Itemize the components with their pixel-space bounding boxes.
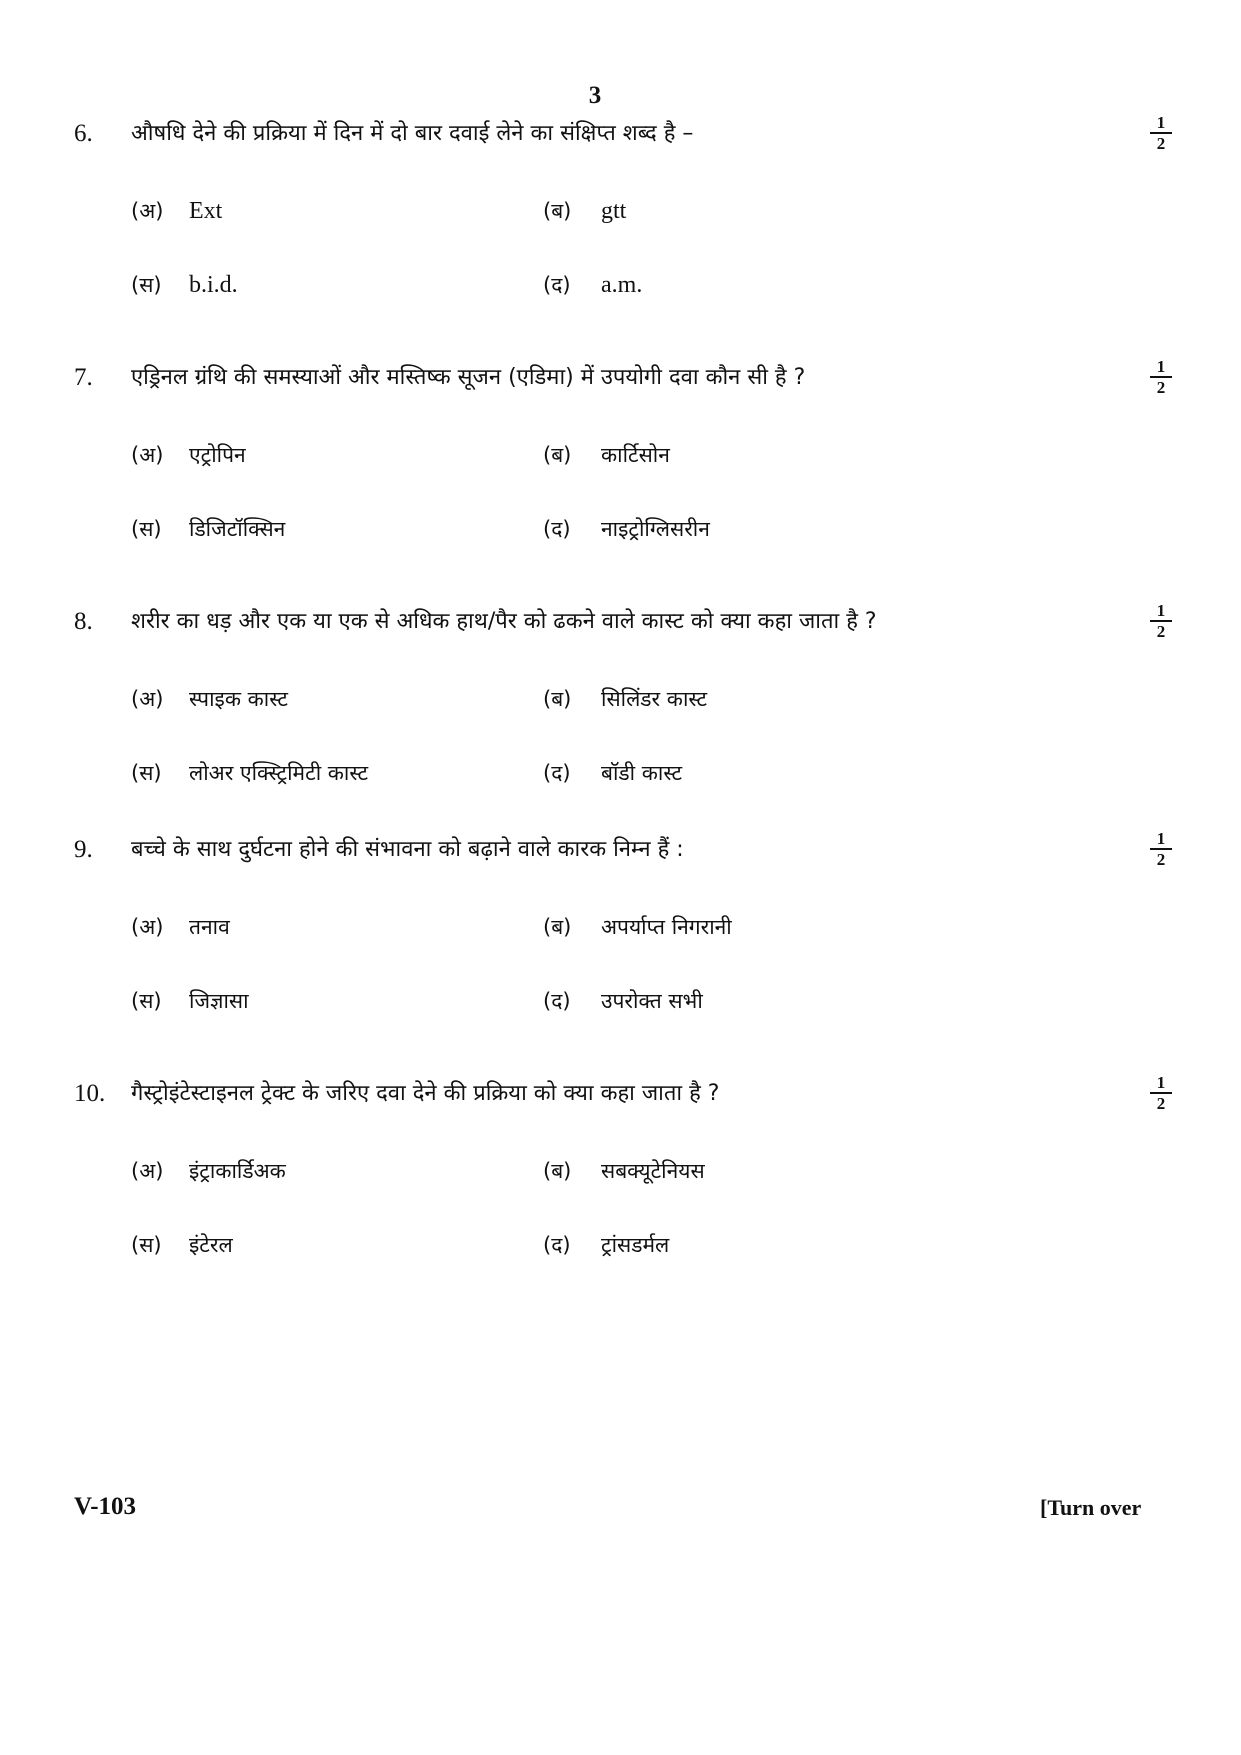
question-text: शरीर का धड़ और एक या एक से अधिक हाथ/पैर को ढकने वाले कास्ट को क्या कहा जाता है ?	[131, 609, 877, 634]
option-label: (स)	[131, 517, 162, 541]
question-text: औषधि देने की प्रक्रिया में दिन में दो बार दवाई लेने का संक्षिप्त शब्द है –	[131, 121, 694, 146]
marks-fraction	[1150, 829, 1172, 869]
option-text: इंटेरल	[189, 1233, 233, 1257]
option-text: तनाव	[189, 915, 230, 939]
option-text: उपरोक्त सभी	[601, 989, 703, 1013]
marks-numerator: 1	[1150, 113, 1172, 134]
question-number: 10.	[74, 1080, 106, 1107]
marks-numerator: 1	[1150, 601, 1172, 622]
marks-fraction	[1150, 1073, 1172, 1113]
option-text: इंट्राकार्डिअक	[189, 1159, 286, 1183]
marks-fraction	[1150, 601, 1172, 641]
question-text: एड्रिनल ग्रंथि की समस्याओं और मस्तिष्क सूजन (एडिमा) में उपयोगी दवा कौन सी है ?	[131, 365, 806, 390]
marks-denominator: 2	[1156, 622, 1166, 641]
option-label: (अ)	[131, 687, 164, 711]
turn-over-note: [Turn over	[1040, 1495, 1142, 1520]
option-text: स्पाइक कास्ट	[189, 687, 288, 711]
question-6	[0, 113, 1241, 347]
option-label: (ब)	[543, 199, 572, 223]
option-label: (अ)	[131, 1159, 164, 1183]
paper-code: V-103	[74, 1493, 137, 1520]
marks-denominator: 2	[1156, 134, 1166, 153]
option-label: (द)	[543, 989, 571, 1013]
option-label: (ब)	[543, 443, 572, 467]
option-text: डिजिटॉक्सिन	[189, 517, 286, 541]
option-text: gtt	[601, 198, 627, 224]
option-label: (द)	[543, 761, 571, 785]
option-label: (ब)	[543, 687, 572, 711]
option-label: (ब)	[543, 915, 572, 939]
option-label: (स)	[131, 989, 162, 1013]
option-label: (अ)	[131, 443, 164, 467]
question-number: 7.	[74, 364, 93, 391]
marks-fraction	[1150, 113, 1172, 153]
option-text: सबक्यूटेनियस	[601, 1159, 705, 1183]
option-text: नाइट्रोग्लिसरीन	[601, 517, 710, 541]
option-text: a.m.	[601, 272, 643, 298]
question-9	[0, 829, 1241, 1063]
marks-denominator: 2	[1156, 850, 1166, 869]
option-label: (ब)	[543, 1159, 572, 1183]
question-10	[0, 1073, 1241, 1307]
option-label: (द)	[543, 1233, 571, 1257]
option-text: Ext	[189, 198, 223, 224]
marks-denominator: 2	[1156, 378, 1166, 397]
option-label: (स)	[131, 1233, 162, 1257]
marks-numerator: 1	[1150, 357, 1172, 378]
option-text: सिलिंडर कास्ट	[601, 687, 708, 711]
page-number: 3	[588, 82, 602, 109]
question-number: 6.	[74, 120, 93, 147]
option-text: लोअर एक्स्ट्रिमिटी कास्ट	[189, 761, 369, 785]
question-text: बच्चे के साथ दुर्घटना होने की संभावना को बढ़ाने वाले कारक निम्न हैं :	[131, 837, 684, 862]
option-text: कार्टिसोन	[601, 443, 670, 467]
question-text: गैस्ट्रोइंटेस्टाइनल ट्रेक्ट के जरिए दवा देने की प्रक्रिया को क्या कहा जाता है ?	[131, 1081, 720, 1106]
option-text: b.i.d.	[189, 272, 238, 298]
option-label: (अ)	[131, 199, 164, 223]
question-number: 9.	[74, 836, 93, 863]
option-label: (स)	[131, 273, 162, 297]
option-text: एट्रोपिन	[189, 443, 246, 467]
option-text: बॉडी कास्ट	[601, 761, 683, 785]
option-label: (द)	[543, 273, 571, 297]
question-8	[0, 601, 1241, 835]
marks-fraction	[1150, 357, 1172, 397]
option-text: जिज्ञासा	[189, 989, 249, 1013]
marks-numerator: 1	[1150, 829, 1172, 850]
option-label: (अ)	[131, 915, 164, 939]
option-label: (द)	[543, 517, 571, 541]
marks-denominator: 2	[1156, 1094, 1166, 1113]
question-7	[0, 357, 1241, 591]
question-number: 8.	[74, 608, 93, 635]
option-text: ट्रांसडर्मल	[601, 1233, 670, 1257]
option-label: (स)	[131, 761, 162, 785]
option-text: अपर्याप्त निगरानी	[601, 915, 732, 939]
marks-numerator: 1	[1150, 1073, 1172, 1094]
